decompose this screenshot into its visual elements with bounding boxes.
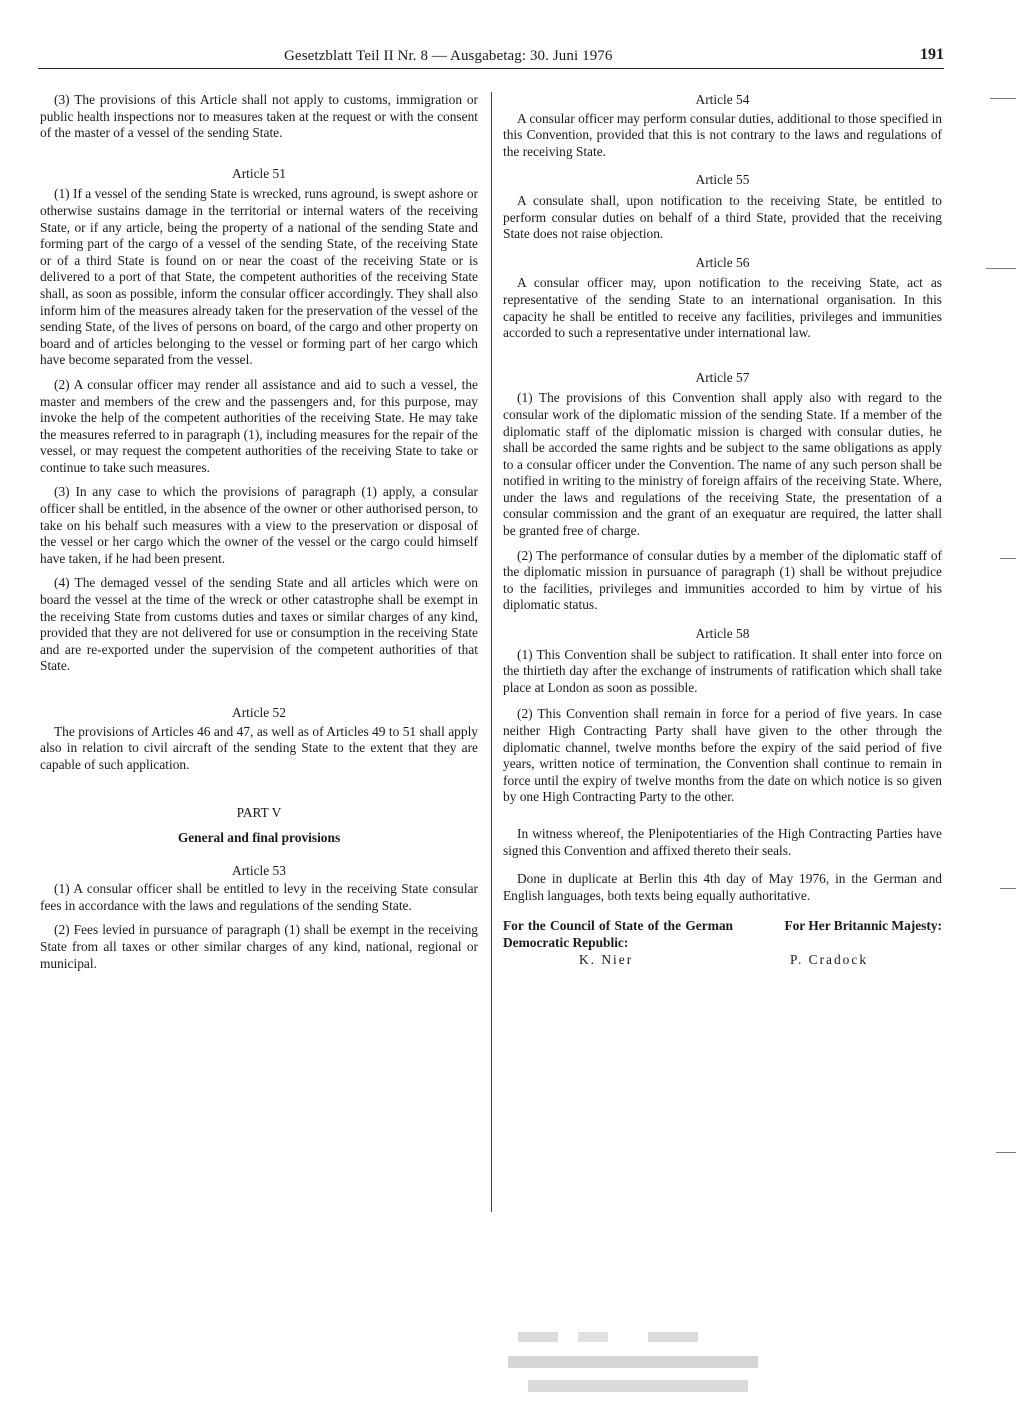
article-53-paragraph-2: (2) Fees levied in pursuance of paragraph (1) shall be exempt in the receiving State from all taxes or other similar charges of any kind, national, regional or municipal. <box>40 922 478 971</box>
signatory-name-uk: P. Cradock <box>790 952 869 968</box>
article-53-heading: Article 53 <box>232 862 286 878</box>
scan-mark <box>1000 888 1016 889</box>
scan-mark <box>990 98 1016 99</box>
running-header <box>38 46 944 69</box>
article-51-paragraph-4: (4) The demaged vessel of the sending State and all articles which were on board the vessel at the time of the wreck or other catastrophe shall be exempt in the receiving State from customs duties and taxes or similar charges of any kind, provided that they are not delivered for use or consumption in the receiving State and are re-exported under the supervision of the competent authorities of that State. <box>40 575 478 674</box>
article-50-paragraph-3: (3) The provisions of this Article shall not apply to customs, immigration or public health inspections nor to measures taken at the request or with the consent of the master of a vessel of the sending State. <box>40 92 478 141</box>
article-53-paragraph-1: (1) A consular officer shall be entitled to levy in the receiving State consular fees in accordance with the laws and regulations of the sending State. <box>40 881 478 913</box>
left-column <box>40 92 478 972</box>
article-52-heading: Article 52 <box>232 705 286 720</box>
scan-mark <box>986 268 1016 269</box>
article-51-paragraph-1: (1) If a vessel of the sending State is wrecked, runs aground, is swept ashore or otherwise sustains damage in the territorial or internal waters of the receiving State, or if any article, being the property of a national of the sending State and forming part of the cargo of a vessel of the sending State, of the receiving State or of a third State is found on or near the coast of the receiving State or is delivered to a port of that State, the competent authorities of the receiving State shall, as soon as possible, inform the consular officer accordingly. They shall also inform him of the measures already taken for the preservation of the vessel of the sending State, of the lives of persons on board, of the cargo and other property on board and of articles belonging to the vessel or forming part of her cargo which have become separated from the vessel. <box>40 186 478 368</box>
column-divider <box>491 92 492 1212</box>
journal-title: Gesetzblatt Teil II Nr. 8 — Ausgabetag: 30. Juni 1976 <box>284 48 613 64</box>
article-58-paragraph-2: (2) This Convention shall remain in force for a period of five years. In case neither High Contracting Party shall have given to the other through the diplomatic channel, twelve months before the expiry of the said period of five years, written notice of termination, the Convention shall continue to remain in force until the expiry of twelve months from the date on which notice is so given by one High Contracting Party to the other. <box>503 706 942 805</box>
article-57-paragraph-2: (2) The performance of consular duties by a member of the diplomatic staff of the diplomatic mission in pursuance of paragraph (1) shall be without prejudice to the facilities, privileges and immunities accorded to him by virtue of his diplomatic status. <box>503 547 942 613</box>
scan-mark <box>1000 558 1016 559</box>
article-55-heading: Article 55 <box>695 172 750 188</box>
signatory-name-gdr: K. Nier <box>579 952 634 968</box>
article-56-heading: Article 56 <box>695 254 750 270</box>
article-55-paragraph: A consulate shall, upon notification to the receiving State, be entitled to perform consular duties on behalf of a third State, provided that the receiving State does not raise objection. <box>503 192 942 242</box>
witness-clause: In witness whereof, the Plenipotentiaries of the High Contracting Parties have signed this Convention and affixed thereto their seals. <box>503 825 942 858</box>
article-54-paragraph: A consular officer may perform consular duties, additional to those specified in this Convention, provided that this is not contrary to the laws and regulations of the receiving State. <box>503 110 942 159</box>
article-51-paragraph-3: (3) In any case to which the provisions of paragraph (1) apply, a consular officer shall be entitled, in the absence of the owner or other authorised person, to take on his behalf such measures with a view to the preservation or disposal of the vessel or her cargo which the owner of the vessel or the cargo could himself have taken, if he had been present. <box>40 484 478 566</box>
signature-block <box>503 918 942 966</box>
part-subheading: General and final provisions <box>177 829 341 845</box>
page-number: 191 <box>920 46 944 63</box>
article-58-paragraph-1: (1) This Convention shall be subject to ratification. It shall enter into force on the thirtieth day after the exchange of instruments of ratification which shall take place at London as soon as possible. <box>503 646 942 695</box>
faded-library-stamp <box>508 1328 768 1400</box>
scan-mark <box>996 1152 1016 1153</box>
article-58-heading: Article 58 <box>695 626 750 642</box>
right-column <box>503 92 942 966</box>
article-57-heading: Article 57 <box>695 369 750 385</box>
article-51-paragraph-2: (2) A consular officer may render all assistance and aid to such a vessel, the master and members of the crew and the passengers and, for this purpose, may invoke the help of the competent authorities of the receiving State. He may take the measures referred to in paragraph (1), including measures for the repair of the vessel, or may request the competent authorities of the receiving State to take or continue to take such measures. <box>40 376 478 475</box>
done-clause: Done in duplicate at Berlin this 4th day of May 1976, in the German and English languages, both texts being equally authoritative. <box>503 871 942 903</box>
part-heading: PART V <box>236 805 282 821</box>
article-57-paragraph-1: (1) The provisions of this Convention shall apply also with regard to the consular work of the diplomatic mission of the sending State. If a member of the diplomatic staff of the diplomatic mission is charged with consular duties, he shall be accorded the same rights and be subject to the same obligations as apply to a consular officer under the Convention. The name of any such person shall be notified in writing to the ministry of foreign affairs of the receiving State. Where, under the laws and regulations of the receiving State, the presentation of a consular commission and the grant of an exequatur are required, the latter shall be granted free of charge. <box>503 390 942 539</box>
article-54-heading: Article 54 <box>695 92 750 107</box>
article-51-heading: Article 51 <box>232 165 286 181</box>
article-52-paragraph: The provisions of Articles 46 and 47, as well as of Articles 49 to 51 shall apply also in relation to civil aircraft of the sending State to the extent that they are capable of such application. <box>40 723 478 772</box>
article-56-paragraph: A consular officer may, upon notification to the receiving State, act as representative of the sending State to an international organisation. In this capacity he shall be entitled to receive any facilities, privileges and immunities accorded to such a representative under international law. <box>503 275 942 341</box>
signatory-label-uk: For Her Britannic Majesty: <box>784 918 942 934</box>
signatory-label-gdr: For the Council of State of the German Democratic Republic: <box>503 918 733 950</box>
